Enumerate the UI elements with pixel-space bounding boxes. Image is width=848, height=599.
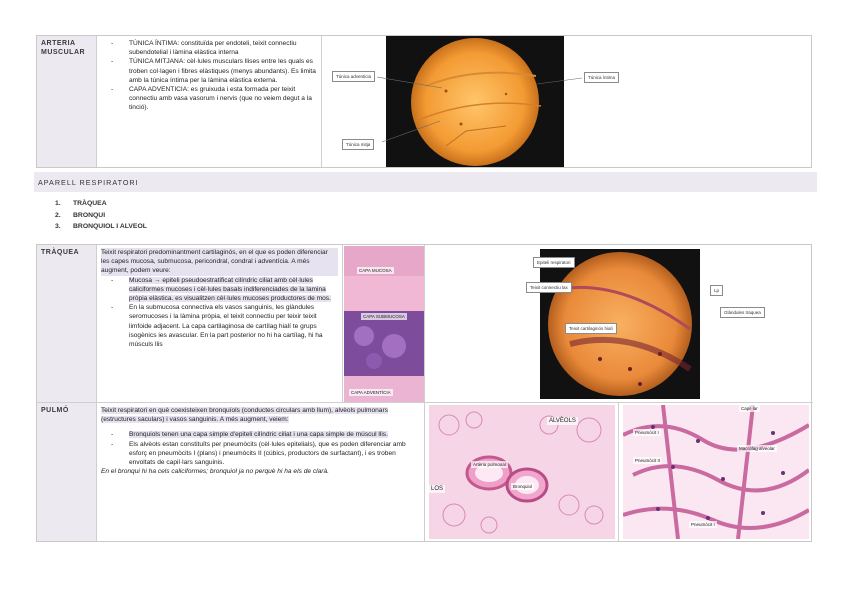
scope-label-glandules: Glàndules traquea [720,307,765,318]
artery-label-line2: MUSCULAR [41,49,86,56]
scope-label-cartilag: Teixit cartilaginós hialí [565,323,617,334]
ol-item-1: 1. TRÀQUEA [55,200,107,207]
artery-item-mitjana: - TÚNICA MITJANA: cèl·lules musculars llises entre les quals es troben col·lagen i fibres elàstiques (menys abundants). Es limita amb la túnica íntima per la làmina elàstica externa. [101,57,317,85]
trachea-item-mucosa: - Mucosa → epiteli pseudoestratificat cilíndric ciliat amb cèl·lules caliciformes mucoses i cèl·lules basals indiferenciades de la lamina pròpia elàstica. es visualitzen cèl·lules mucoses productores de mos. [101,276,338,304]
artery-callout-lines [322,36,812,167]
trachea-label-submucosa: CAPA SUBMUCOSA [363,314,405,319]
artery-table [36,35,812,168]
trachea-label-mucosa: CAPA MUCOSA [359,268,392,273]
lung-intro: Teixit respiratori en què coexisteixen bronquíols (conductes circulars amb llum), alvèols pulmonars (estructures saculars) i vasos sanguinis. A més augment, veiem: [101,407,388,424]
trachea-scope-micrograph [540,249,700,399]
trachea-intro: Teixit respiratori predominantment cartilaginós, en el que es poden diferenciar les capes mucosa, submucosa, pericondral, condral i adventícia. A més augment, podem veure: [101,248,338,276]
lung-low-mag-cell [425,403,619,541]
artery-row-label [37,36,97,167]
lung-item-bronquiols: - Bronquiols tenen una capa simple d'epiteli cilíndric ciliat i una capa simple de múscul llis. [101,430,420,439]
artery-item-intima: - TÚNICA ÍNTIMA: constituïda per endoteli, teixit connectiu subendotelial i làmina elàstica interna [101,39,317,57]
ol-item-2: 2. BRONQUI [55,211,106,219]
trachea-he-image-cell [343,245,425,403]
lung-label-pneumocit2: Pneumòcit II [635,458,661,463]
lung-high-mag-svg [623,405,809,539]
lung-label-los: LOS [431,486,444,492]
lung-label-pneumocit1-top: Pneumòcit I [635,430,659,435]
lung-label-macrofag: Macròfag alveolar [739,446,775,451]
lung-text-cell [97,403,425,541]
lung-low-mag-svg [429,405,615,539]
lung-low-mag-micrograph [429,405,615,539]
lung-label-alveols: ALVÈOLS [549,418,576,424]
lung-label-pneumocit1-bottom: Pneumòcit I [691,522,715,527]
trachea-label-adventicia: CAPA ADVENTÍCIA [351,390,391,395]
scope-label-connectiu: Teixit connectiu lax [526,282,572,293]
lung-label-bronquiol: Bronquiol [513,484,533,489]
scope-label-epiteli: Epiteli respiratori [533,257,575,268]
callout-intima: Túnica íntima [584,72,619,83]
artery-image-cell [322,36,812,167]
section-title-respiratori: APARELL RESPIRATORI [34,172,817,192]
scope-label-lp: Lp [710,285,723,296]
callout-mitja: Túnica mitja [342,139,374,150]
lung-footnote: En el bronqui hi ha cels caliciformes; bronquiol ja no perquè hi ha els de clarà. [101,468,329,476]
artery-label-line1: ARTERIA [41,40,76,47]
lung-label-arteria: Artèria pulmonar [473,462,507,467]
trachea-row-label: TRÀQUEA [37,245,97,403]
respiratori-table [36,244,812,542]
artery-text-cell [97,36,322,167]
ol-item-3: 3. BRONQUIOL I ALVEOL [55,223,147,230]
lung-label-capillar: Capil·lar [741,406,758,411]
trachea-scope-image-cell [425,245,813,403]
lung-item-alveols: - Els alvèols estan constituïts per pneumòcits (cèl·lules epitelials), que es poden diferenciar amb esforç en pneumòcits I (plans) i pneumòcits II (cúbics, productors de surfactant), i es troben envoltats de capil·lars sanguinis. [101,440,420,468]
trachea-item-submucosa: - En la submucosa connectiva els vasos sanguinis, les glàndules seromucoses i la làmina pròpia, el teixit connectiu per teixir teixit limfoide adjacent. La capa cartilaginosa de cartílag hialí te grups isogènics ies avascular. En la part posterior no hi ha cartílag, hi ha músculs llis [101,303,338,349]
callout-adventicia: Túnica adventicia [332,71,375,82]
lung-row-label: PULMÓ [37,403,97,541]
lung-high-mag-micrograph [623,405,809,539]
respiratori-ordered-list [55,198,147,233]
trachea-scope-svg [540,249,700,399]
lung-high-mag-cell [619,403,813,541]
artery-item-adventicia: - CAPA ADVENTICIA: es gruixuda i esta formada per teixit connectiu amb vasa vasorum i nervis (que no veiem degut a la tinció). [101,85,317,113]
trachea-text-cell [97,245,343,403]
